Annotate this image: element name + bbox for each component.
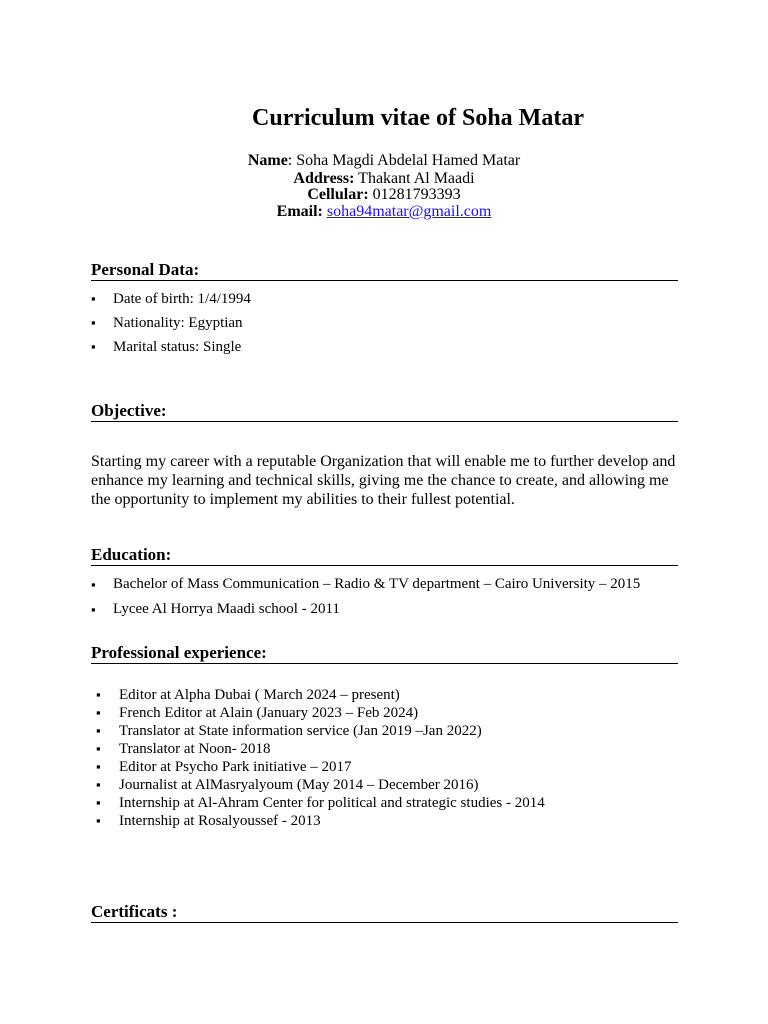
cellular-line: [0, 186, 768, 203]
address-label: Address:: [293, 170, 355, 187]
list-item: ▪ Lycee Al Horrya Maadi school - 2011: [91, 597, 640, 622]
list-item: ▪ Translator at Noon- 2018: [91, 740, 545, 758]
certificates-heading: Certificats :: [91, 902, 678, 923]
education-list: [91, 572, 640, 622]
experience-heading: Professional experience:: [91, 643, 678, 664]
list-item: ▪ Editor at Alpha Dubai ( March 2024 – present): [91, 686, 545, 704]
email-label: Email:: [276, 203, 323, 220]
cellular-label: Cellular:: [307, 186, 369, 203]
list-item: ▪ Bachelor of Mass Communication – Radio & TV department – Cairo University – 2015: [91, 572, 640, 597]
name-value: : Soha Magdi Abdelal Hamed Matar: [287, 152, 521, 169]
list-item: ▪ Editor at Psycho Park initiative – 2017: [91, 758, 545, 776]
list-item: ▪ Translator at State information service (Jan 2019 –Jan 2022): [91, 722, 545, 740]
experience-list: [91, 686, 545, 830]
cellular-value: 01281793393: [368, 186, 461, 203]
objective-heading: Objective:: [91, 401, 678, 422]
address-value: Thakant Al Maadi: [354, 170, 475, 187]
objective-text: Starting my career with a reputable Organization that will enable me to further develop and enhance my learning and technical skills, giving me the chance to create, and allowing me the opportunity to implement my abilities to their fullest potential.: [91, 453, 676, 508]
document-title: Curriculum vitae of Soha Matar: [252, 105, 584, 131]
education-heading: Education:: [91, 545, 678, 566]
list-item: ▪ Nationality: Egyptian: [91, 311, 251, 335]
list-item: ▪ Internship at Al-Ahram Center for political and strategic studies - 2014: [91, 794, 545, 812]
email-link[interactable]: soha94matar@gmail.com: [326, 203, 492, 220]
email-line: [0, 203, 768, 220]
name-label: Name: [247, 152, 288, 169]
name-line: [0, 152, 768, 169]
address-line: [0, 170, 768, 187]
list-item: ▪ Date of birth: 1/4/1994: [91, 287, 251, 311]
list-item: ▪ Journalist at AlMasryalyoum (May 2014 – December 2016): [91, 776, 545, 794]
list-item: ▪ French Editor at Alain (January 2023 – Feb 2024): [91, 704, 545, 722]
personal-data-list: [91, 287, 251, 359]
list-item: ▪ Internship at Rosalyoussef - 2013: [91, 812, 545, 830]
personal-data-heading: Personal Data:: [91, 260, 678, 281]
list-item: ▪ Marital status: Single: [91, 335, 251, 359]
